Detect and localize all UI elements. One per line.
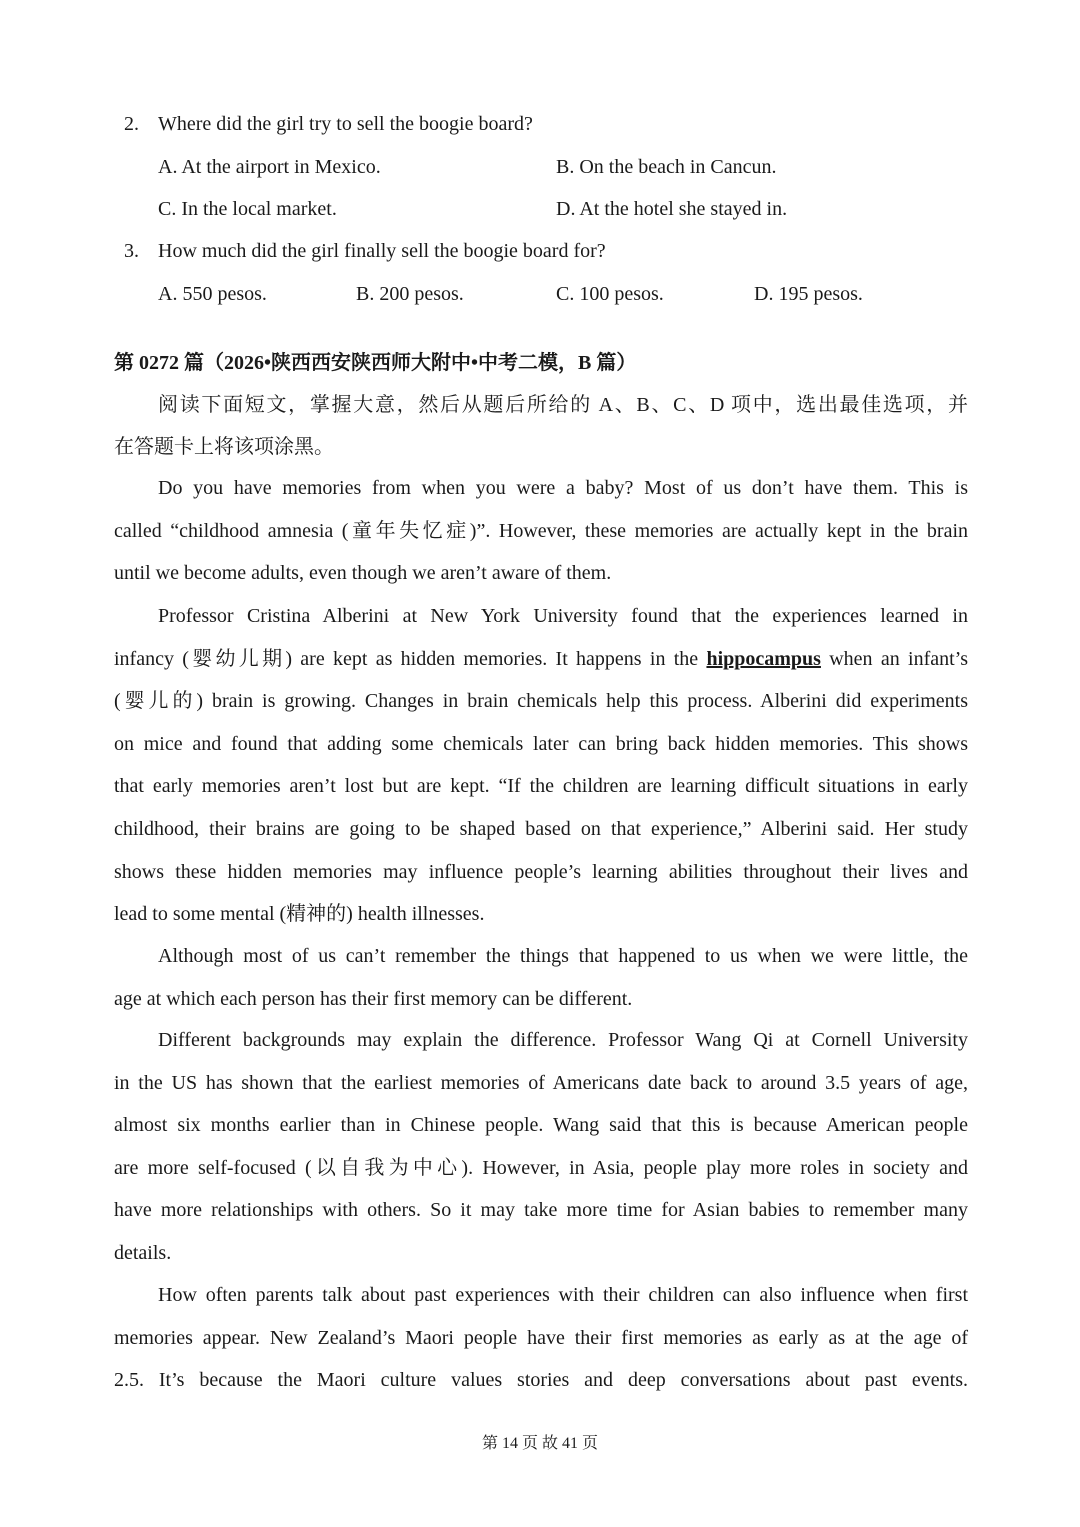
section-heading: 第 0272 篇（2026•陕西西安陕西师大附中•中考二模，B 篇） [114,352,637,374]
paragraph-line: until we become adults, even though we aren’t aware of them. [114,562,612,585]
question-2-option-b: B. On the beach in Cancun. [556,156,777,178]
passage-paragraph-3 [114,935,968,1020]
passage-paragraph-4 [114,1019,968,1275]
paragraph-line: almost six months earlier than in Chinese people. Wang said that this is because American people [114,1114,968,1137]
paragraph-line: on mice and found that adding some chemicals later can bring back hidden memories. This shows [114,732,968,755]
paragraph-line: 2.5. It’s because the Maori culture values stories and deep conversations about past events. [114,1369,968,1392]
paragraph-line: lead to some mental (精神的) health illnesses. [114,903,485,926]
paragraph-line: (婴儿的) brain is growing. Changes in brain chemicals help this process. Alberini did experiments [114,690,968,713]
paragraph-line: memories appear. New Zealand’s Maori people have their first memories as early as at the age of [114,1326,968,1349]
paragraph-text: infancy (婴幼儿期) are kept as hidden memories. It happens in the [114,647,707,670]
paragraph-line: called “childhood amnesia (童年失忆症)”. However, these memories are actually kept in the brain [114,519,968,542]
paragraph-line: that early memories aren’t lost but are kept. “If the children are learning difficult situations in early [114,775,968,798]
question-3-stem: How much did the girl finally sell the boogie board for? [158,240,606,262]
paragraph-line: Different backgrounds may explain the difference. Professor Wang Qi at Cornell University [158,1029,968,1051]
question-3-option-c: C. 100 pesos. [556,283,664,305]
paragraph-line: Professor Cristina Alberini at New York University found that the experiences learned in [158,605,968,627]
paragraph-line: in the US has shown that the earliest memories of Americans date back to around 3.5 years of age, [114,1071,968,1094]
question-2-option-a: A. At the airport in Mexico. [158,156,381,178]
paragraph-line: childhood, their brains are going to be shaped based on that experience,” Alberini said. Her study [114,817,968,840]
question-2-number: 2. [124,113,139,135]
paragraph-line: Although most of us can’t remember the things that happened to us when we were little, the [158,945,968,967]
question-3-number: 3. [124,240,139,262]
paragraph-line-with-keyword [114,638,968,681]
paragraph-line: have more relationships with others. So it may take more time for Asian babies to remember many [114,1199,968,1222]
passage-paragraph-1 [114,467,968,595]
question-3-option-b: B. 200 pesos. [356,283,464,305]
passage-paragraph-5 [114,1274,968,1402]
instruction-line-2: 在答题卡上将该项涂黑。 [114,436,334,458]
instruction-line-1: 阅读下面短文，掌握大意，然后从题后所给的 A、B、C、D 项中，选出最佳选项，并 [158,394,968,416]
paragraph-line: How often parents talk about past experiences with their children can also influence when first [158,1284,968,1306]
passage-paragraph-2 [114,595,968,936]
question-3-option-d: D. 195 pesos. [754,283,863,305]
paragraph-line: details. [114,1241,172,1264]
question-2-stem: Where did the girl try to sell the boogie board? [158,113,533,135]
keyword-hippocampus: hippocampus [706,647,821,670]
paragraph-text: when an infant’s [820,647,969,670]
paragraph-line: are more self-focused (以自我为中心). However, in Asia, people play more roles in society and [114,1156,968,1179]
page-footer: 第 14 页 故 41 页 [481,1435,598,1452]
paragraph-line: age at which each person has their first memory can be different. [114,987,633,1010]
question-2-option-c: C. In the local market. [158,198,337,220]
paragraph-line: Do you have memories from when you were a baby? Most of us don’t have them. This is [158,477,968,499]
paragraph-line: shows these hidden memories may influence people’s learning abilities throughout their lives and [114,860,968,883]
question-3-option-a: A. 550 pesos. [158,283,267,305]
question-2-option-d: D. At the hotel she stayed in. [556,198,788,220]
